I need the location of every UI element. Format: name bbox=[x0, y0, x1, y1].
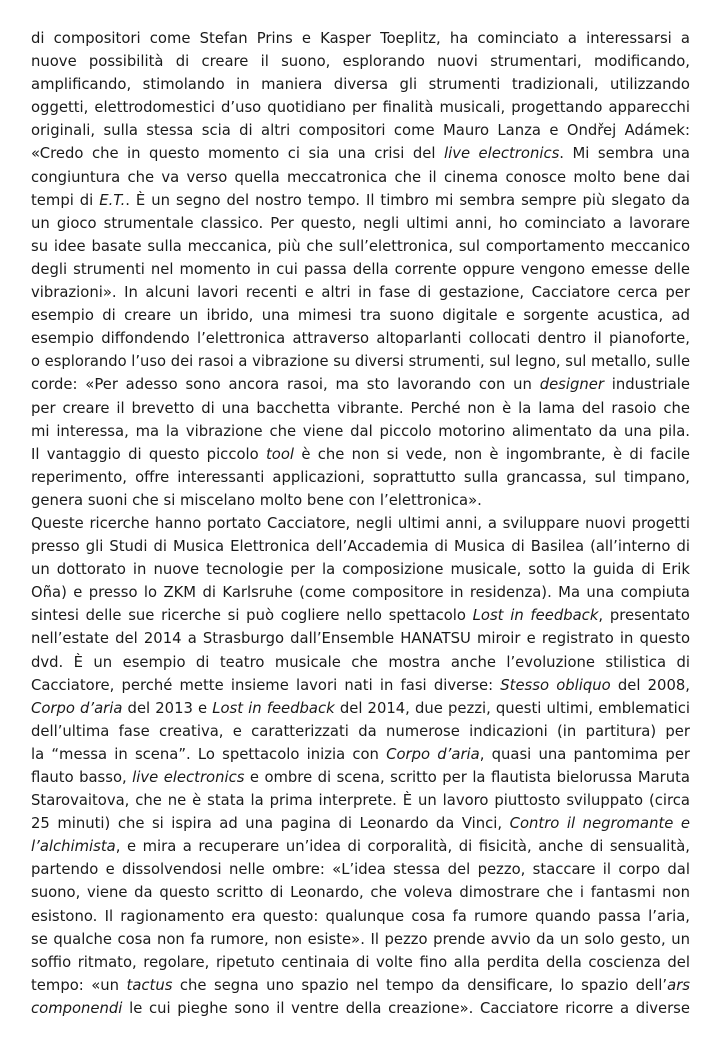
italic-text: designer bbox=[539, 376, 604, 394]
text-segment: per creare il brevetto di una bacchetta vibrante. Perché non è la lama del rasoio che bbox=[31, 399, 690, 417]
text-line bbox=[31, 997, 690, 1020]
text-line bbox=[31, 281, 690, 304]
text-segment: esempio diffondendo l’elettronica attraverso altoparlanti collocati dentro il pianoforte, bbox=[31, 330, 690, 348]
text-segment: Starovaitova, che ne è stata la prima interprete. È un lavoro piuttosto sviluppato (circa bbox=[31, 792, 690, 810]
text-line bbox=[31, 397, 690, 420]
text-segment: flauto basso, bbox=[31, 769, 133, 786]
italic-text: Lost in feedback bbox=[212, 699, 335, 717]
text-segment: e ombre di scena, scritto per la flautista bielorussa Maruta bbox=[244, 769, 690, 786]
text-line bbox=[31, 581, 690, 604]
text-segment: dell’ultima fase creativa, e caratterizzati da numerose indicazioni (in partitura) per bbox=[31, 722, 690, 740]
text-segment: tempo: «un bbox=[31, 976, 127, 994]
text-line bbox=[31, 327, 690, 350]
text-segment: nell’estate del 2014 a Strasburgo dall’Ensemble HANATSU miroir e registrato in questo bbox=[31, 630, 690, 648]
text-line bbox=[31, 373, 690, 396]
text-line bbox=[31, 73, 690, 96]
text-line bbox=[31, 27, 690, 50]
text-segment: , quasi una pantomima per bbox=[479, 745, 691, 763]
text-line bbox=[31, 166, 690, 189]
italic-text: Corpo d’aria bbox=[31, 699, 123, 717]
text-segment: esistono. Il ragionamento era questo: qualunque cosa fa rumore quando passa l’aria, bbox=[31, 907, 690, 925]
text-segment: di compositori come Stefan Prins e Kasper Toeplitz, ha cominciato a interessarsi a bbox=[31, 30, 690, 47]
text-line bbox=[31, 743, 690, 766]
text-segment: reperimento, offre interessanti applicazioni, soprattutto sulla grancassa, sul timpano, bbox=[31, 468, 690, 486]
italic-text: tool bbox=[265, 445, 295, 463]
text-segment: industriale bbox=[603, 376, 690, 394]
body-text bbox=[31, 27, 690, 1020]
text-line bbox=[31, 905, 690, 928]
text-segment: amplificando, stimolando in maniera diversa gli strumenti tradizionali, utilizzando bbox=[31, 76, 690, 94]
text-line bbox=[31, 674, 690, 697]
text-line bbox=[31, 50, 690, 73]
text-segment: suono, viene da questo scritto di Leonardo, che voleva dimostrare che i fantasmi non bbox=[31, 884, 690, 902]
italic-text: l’alchimista bbox=[31, 838, 116, 856]
text-segment: se qualche cosa non fa rumore, non esiste». Il pezzo prende avvio da un solo gesto, un bbox=[31, 930, 690, 948]
text-segment: . È un segno del nostro tempo. Il timbro mi sembra sempre più slegato da bbox=[125, 191, 690, 209]
text-line bbox=[31, 835, 690, 858]
text-segment: . Mi sembra una bbox=[559, 145, 690, 163]
text-line bbox=[31, 766, 690, 789]
text-line bbox=[31, 789, 690, 812]
text-segment: Cacciatore, perché mette insieme lavori nati in fasi diverse: bbox=[31, 676, 501, 694]
text-segment: , e mira a recuperare un’idea di corporalità, di fisicità, anche di sensualità, bbox=[115, 838, 690, 856]
italic-text: Corpo d’aria bbox=[386, 745, 480, 763]
text-line bbox=[31, 881, 690, 904]
text-line bbox=[31, 651, 690, 674]
italic-text: E.T. bbox=[99, 191, 126, 209]
text-line bbox=[31, 812, 690, 835]
text-segment: o esplorando l’uso dei rasoi a vibrazione su diversi strumenti, sul legno, sul metallo, sulle bbox=[31, 353, 690, 371]
text-line bbox=[31, 420, 690, 443]
text-segment: un dottorato in nuove tecnologie per la composizione musicale, sotto la guida di Erik bbox=[31, 561, 690, 579]
text-segment: genera suoni che si miscelano molto bene con l’elettronica». bbox=[31, 491, 482, 509]
text-segment: congiuntura che va verso quella meccatronica che il cinema conosce molto bene dai bbox=[31, 168, 690, 186]
text-line bbox=[31, 627, 690, 650]
text-segment: mi interessa, ma la vibrazione che viene dal piccolo motorino alimentato da una pila. bbox=[31, 422, 690, 440]
text-segment: «Credo che in questo momento ci sia una crisi del bbox=[31, 145, 444, 163]
text-line bbox=[31, 235, 690, 258]
text-line bbox=[31, 96, 690, 119]
text-segment: corde: «Per adesso sono ancora rasoi, ma sto lavorando con un bbox=[31, 376, 540, 394]
text-line bbox=[31, 974, 690, 997]
text-segment: la “messa in scena”. Lo spettacolo inizia con bbox=[31, 745, 387, 763]
italic-text: Contro il negromante e bbox=[509, 815, 690, 833]
text-segment: nuove possibilità di creare il suono, esplorando nuovi strumentari, modificando, bbox=[31, 53, 690, 71]
text-line bbox=[31, 697, 690, 720]
text-segment: partendo e dissolvendosi nelle ombre: «L’idea stessa del pezzo, staccare il corpo dal bbox=[31, 861, 690, 879]
italic-text: Stesso obliquo bbox=[500, 676, 611, 694]
text-line bbox=[31, 212, 690, 235]
text-segment: Il vantaggio di questo piccolo bbox=[31, 445, 266, 463]
text-line bbox=[31, 258, 690, 281]
italic-text: ars bbox=[667, 976, 690, 994]
text-segment: le cui pieghe sono il ventre della creazione». Cacciatore ricorre a diverse bbox=[122, 999, 690, 1017]
text-line bbox=[31, 142, 690, 165]
text-segment: Queste ricerche hanno portato Cacciatore, negli ultimi anni, a sviluppare nuovi progetti bbox=[31, 514, 690, 532]
text-line bbox=[31, 720, 690, 743]
italic-text: Lost in feedback bbox=[472, 607, 599, 625]
text-segment: oggetti, elettrodomestici d’uso quotidiano per finalità musicali, progettando apparecchi bbox=[31, 99, 690, 117]
italic-text: live electronics bbox=[443, 145, 560, 163]
text-line bbox=[31, 443, 690, 466]
text-segment: tempi di bbox=[31, 191, 100, 209]
italic-text: componendi bbox=[31, 999, 123, 1017]
text-segment: del 2014, due pezzi, questi ultimi, emblematici bbox=[334, 699, 691, 717]
text-segment: , presentato bbox=[598, 607, 690, 625]
text-line bbox=[31, 350, 690, 373]
text-line bbox=[31, 535, 690, 558]
text-segment: degli strumenti nel momento in cui passa della corrente oppure vengono emesse delle bbox=[31, 260, 690, 278]
text-segment: Oña) e presso lo ZKM di Karlsruhe (come compositore in residenza). Ma una compiuta bbox=[31, 584, 690, 602]
text-segment: presso gli Studi di Musica Elettronica dell’Accademia di Musica di Basilea (all’interno di bbox=[31, 538, 690, 556]
text-segment: sintesi delle sue ricerche si può cogliere nello spettacolo bbox=[31, 607, 473, 625]
text-segment: vibrazioni». In alcuni lavori recenti e altri in fase di gestazione, Cacciatore cerca per bbox=[31, 284, 690, 302]
text-segment: esempio di creare un ibrido, una mimesi tra suono digitale e sorgente acustica, ad bbox=[31, 307, 690, 325]
text-line bbox=[31, 558, 690, 581]
text-segment: un gioco strumentale classico. Per questo, negli ultimi anni, ho cominciato a lavorare bbox=[31, 214, 690, 232]
text-line bbox=[31, 466, 690, 489]
text-line bbox=[31, 951, 690, 974]
text-line bbox=[31, 858, 690, 881]
text-line bbox=[31, 189, 690, 212]
text-line bbox=[31, 512, 690, 535]
text-segment: originali, sulla stessa scia di altri compositori come Mauro Lanza e Ondřej Adámek: bbox=[31, 122, 690, 140]
text-line bbox=[31, 928, 690, 951]
text-segment: che segna uno spazio nel tempo da densificare, lo spazio dell’ bbox=[172, 976, 668, 994]
italic-text: tactus bbox=[126, 976, 173, 994]
text-line bbox=[31, 489, 690, 512]
italic-text: live electronics bbox=[132, 769, 245, 786]
text-line bbox=[31, 119, 690, 142]
text-segment: su idee basate sulla meccanica, più che sull’elettronica, sul comportamento meccanico bbox=[31, 237, 690, 255]
text-segment: soffio ritmato, regolare, ripetuto centinaia di volte fino alla perdita della coscienza del bbox=[31, 953, 690, 971]
text-segment: è che non si vede, non è ingombrante, è di facile bbox=[294, 445, 690, 463]
text-segment: dvd. È un esempio di teatro musicale che mostra anche l’evoluzione stilistica di bbox=[31, 653, 690, 671]
text-line bbox=[31, 604, 690, 627]
text-segment: 25 minuti) che si ispira ad una pagina di Leonardo da Vinci, bbox=[31, 815, 510, 833]
text-segment: del 2008, bbox=[610, 676, 691, 694]
text-segment: del 2013 e bbox=[122, 699, 213, 717]
text-line bbox=[31, 304, 690, 327]
